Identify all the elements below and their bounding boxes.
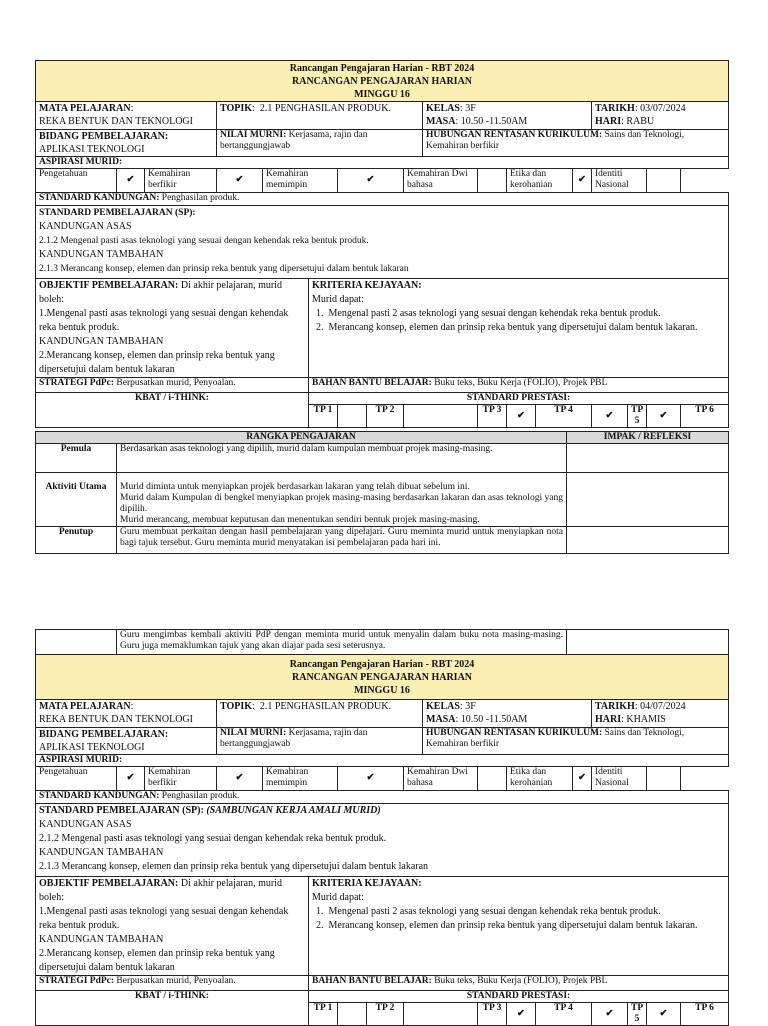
aspirasi-item: Kemahiran Dwi bahasa xyxy=(404,169,478,193)
sp-line: 2.1.3 Merancang konsep, elemen dan prinsip reka bentuk yang dipersetujui dalam bentuk lakaran xyxy=(39,861,429,872)
kriteria-item: Mengenal pasti 2 asas teknologi yang sesuai dengan kehendak reka bentuk produk. xyxy=(328,906,661,917)
obj-line: KANDUNGAN TAMBAHAN xyxy=(39,336,164,347)
kriteria-item: Merancang konsep, elemen dan prinsip reka bentuk yang dipersetujui dalam bentuk lakaran. xyxy=(328,920,698,931)
masa-value: 10.50 -11.50AM xyxy=(460,714,528,725)
check-icon: ✔ xyxy=(117,767,145,791)
hubungan-value: Sains dan Teknologi, Kemahiran berfikir xyxy=(426,130,685,151)
bidang-value: APLIKASI TEKNOLOGI xyxy=(39,144,145,155)
check-icon: ✔ xyxy=(217,169,263,193)
nilai-label: NILAI MURNI: xyxy=(220,728,287,738)
header-line1: Rancangan Pengajaran Harian - RBT 2024 xyxy=(289,658,475,670)
bahan-value: Buku teks, Buku Kerja (FOLIO), Projek PBL xyxy=(434,976,608,986)
sk-value: Penghasilan produk. xyxy=(161,193,240,203)
sp-suffix: (SAMBUNGAN KERJA AMALI MURID) xyxy=(206,805,381,816)
hari-label: HARI xyxy=(595,116,622,127)
sp-line: KANDUNGAN ASAS xyxy=(39,221,132,232)
kriteria-label: KRITERIA KEJAYAAN: xyxy=(312,878,422,889)
header-line1: Rancangan Pengajaran Harian - RBT 2024 xyxy=(289,62,475,74)
aspirasi-item: Identiti Nasional xyxy=(592,767,647,791)
sp-line: 2.1.3 Merancang konsep, elemen dan prinsip reka bentuk yang dipersetujui dalam bentuk lakaran xyxy=(39,264,409,274)
aspirasi-item: Etika dan kerohanian xyxy=(507,169,573,193)
plan-header xyxy=(36,655,729,700)
check-icon: ✔ xyxy=(647,1003,681,1026)
aspirasi-item: Kemahiran memimpin xyxy=(263,767,338,791)
tp-label: TP 4 xyxy=(536,405,592,428)
aspirasi-label: ASPIRASI MURID: xyxy=(36,157,729,169)
tp-label: TP 6 xyxy=(681,1003,729,1026)
obj-label: OBJEKTIF PEMBELAJARAN: xyxy=(39,878,179,889)
kriteria-intro: Murid dapat: xyxy=(312,892,364,903)
hubungan-value: Sains dan Teknologi, Kemahiran berfikir xyxy=(426,728,685,749)
kriteria-item: Merancang konsep, elemen dan prinsip reka bentuk yang dipersetujui dalam bentuk lakaran. xyxy=(328,322,698,333)
mata-label: MATA PELAJARAN xyxy=(39,103,131,114)
tarikh-label: TARIKH xyxy=(595,701,635,712)
header-line2: RANCANGAN PENGAJARAN HARIAN xyxy=(292,75,473,87)
check-icon: ✔ xyxy=(338,169,404,193)
aspirasi-label: ASPIRASI MURID: xyxy=(36,755,729,767)
aspirasi-item: Kemahiran berfikir xyxy=(145,767,217,791)
sp-label: STANDARD PEMBELAJARAN (SP): xyxy=(39,208,196,218)
lesson-plan-page-1: Rancangan Pengajaran Harian - RBT 2024 RANCANGAN PENGAJARAN HARIAN MINGGU 16 MATA PELAJARAN: REKA BENTUK DAN TEKNOLOGI TOPIK: 2.1 PENGHASILAN PRODUK. KELAS: 3F MASA: 10.50 -11.50AM TARIKH: 03/07/2024 HARI: RABU BIDANG PEMBELAJARAN: APLIKASI TEKNOLOGI NILAI MURNI: Kerjasama, rajin dan bertanggungjawab HUBUNGAN RENTASAN KURIKULUM: Sains dan Teknologi, Kemahiran berfikir ASPIRASI MURID: Pengetahuan ✔ Kemahiran berfikir ✔ Kemahiran memimpin ✔ Kemahiran Dwi bahasa Etika dan kerohanian ✔ Identiti Nasional STANDARD KANDUNGAN: Penghasilan produk. STANDARD PEMBELAJARAN (SP): KANDUNGAN ASAS 2.1.2 Mengenal pasti asas teknologi yang sesuai dengan kehendak reka bentuk produk. KANDUNGAN TAMBAHAN 2.1.3 Merancang konsep, elemen dan prinsip reka bentuk yang dipersetujui dalam bentuk lakaran OBJEKTIF PEMBELAJARAN: Di akhir pelajaran, murid boleh: 1.Mengenal pasti asas teknologi yang sesuai dengan kehendak reka bentuk produk. KANDUNGAN TAMBAHAN 2.Merancang konsep, elemen dan prinsip reka bentuk yang dipersetujui dalam bentuk lakaran KRITERIA KEJAYAAN: Murid dapat: 1. Mengenal pasti 2 asas teknologi yang sesuai dengan kehendak reka bentuk produk. 2. Merancang konsep, elemen dan prinsip reka bentuk yang dipersetujui dalam bentuk lakaran. STRATEGI PdPc: Berpusatkan murid, Penyoalan. BAHAN BANTU BELAJAR: Buku teks, Buku Kerja (FOLIO), Projek PBL KBAT / i-THINK: STANDARD PRESTASI: TP 1 TP 2 TP 3 ✔ TP 4 ✔ TP 5 ✔ TP 6 xyxy=(35,60,729,428)
sp-line: KANDUNGAN ASAS xyxy=(39,819,132,830)
check-icon: ✔ xyxy=(117,169,145,193)
sk-label: STANDARD KANDUNGAN: xyxy=(39,193,160,203)
strategi-label: STRATEGI PdPc: xyxy=(39,378,115,388)
obj-intro: Di akhir pelajaran, murid boleh: xyxy=(39,878,282,903)
check-icon: ✔ xyxy=(338,767,404,791)
check-icon xyxy=(404,405,478,428)
aktiviti-label: Aktiviti Utama xyxy=(36,473,117,527)
hubungan-label: HUBUNGAN RENTASAN KURIKULUM: xyxy=(426,130,603,140)
tarikh-label: TARIKH xyxy=(595,103,635,114)
impak-title: IMPAK / REFLEKSI xyxy=(567,432,729,444)
tp-label: TP 5 xyxy=(628,1003,647,1026)
aspirasi-item: Kemahiran Dwi bahasa xyxy=(404,767,478,791)
bahan-value: Buku teks, Buku Kerja (FOLIO), Projek PBL xyxy=(434,378,608,388)
tarikh-value: 03/07/2024 xyxy=(640,103,686,114)
kriteria-item: Mengenal pasti 2 asas teknologi yang sesuai dengan kehendak reka bentuk produk. xyxy=(328,308,661,319)
topik-value: 2.1 PENGHASILAN PRODUK. xyxy=(259,701,391,712)
tp-label: TP 2 xyxy=(367,1003,404,1026)
check-icon: ✔ xyxy=(573,767,592,791)
bidang-label: BIDANG PEMBELAJARAN: xyxy=(39,729,169,740)
aspirasi-item: Identiti Nasional xyxy=(592,169,647,193)
obj-line: 2.Merancang konsep, elemen dan prinsip reka bentuk yang dipersetujui dalam bentuk lakaran xyxy=(39,350,275,375)
check-icon xyxy=(338,405,367,428)
header-line3: MINGGU 16 xyxy=(354,684,410,696)
penutup-text: Guru membuat perkaitan dengan hasil pembelajaran yang dipelajari. Guru meminta murid untuk menyiapkan nota bagi tajuk tersebut. Guru meminta murid menyatakan isi pembelajaran pada hari ini. xyxy=(117,527,567,554)
nilai-value: Kerjasama, rajin dan bertanggungjawab xyxy=(220,130,368,151)
hari-value: KHAMIS xyxy=(626,714,666,725)
kelas-value: 3F xyxy=(465,103,476,114)
kbat-label: KBAT / i-THINK: xyxy=(36,991,309,1026)
obj-line: KANDUNGAN TAMBAHAN xyxy=(39,934,164,945)
topik-value: 2.1 PENGHASILAN PRODUK. xyxy=(259,103,391,114)
pemula-label: Pemula xyxy=(36,444,117,473)
aktiviti-line: Murid dalam Kumpulan di bengkel menyiapkan projek masing-masing berdasarkan lakaran dan asas teknologi yang dipilih. xyxy=(120,493,564,514)
bidang-label: BIDANG PEMBELAJARAN: xyxy=(39,131,169,142)
tp-label: TP 4 xyxy=(536,1003,592,1026)
bahan-label: BAHAN BANTU BELAJAR: xyxy=(312,378,432,388)
tarikh-value: 04/07/2024 xyxy=(640,701,686,712)
plan-header xyxy=(36,61,729,102)
mata-label: MATA PELAJARAN xyxy=(39,701,131,712)
check-icon: ✔ xyxy=(647,405,681,428)
obj-line: 1.Mengenal pasti asas teknologi yang sesuai dengan kehendak reka bentuk produk. xyxy=(39,906,289,931)
hubungan-label: HUBUNGAN RENTASAN KURIKULUM: xyxy=(426,728,603,738)
sp-line: KANDUNGAN TAMBAHAN xyxy=(39,847,164,858)
sp-line: 2.1.2 Mengenal pasti asas teknologi yang sesuai dengan kehendak reka bentuk produk. xyxy=(39,833,387,844)
obj-line: 2.Merancang konsep, elemen dan prinsip reka bentuk yang dipersetujui dalam bentuk lakaran xyxy=(39,948,275,973)
check-icon xyxy=(478,169,507,193)
lesson-plan-page-2: Rancangan Pengajaran Harian - RBT 2024 RANCANGAN PENGAJARAN HARIAN MINGGU 16 MATA PELAJARAN: REKA BENTUK DAN TEKNOLOGI TOPIK: 2.1 PENGHASILAN PRODUK. KELAS: 3F MASA: 10.50 -11.50AM TARIKH: 04/07/2024 HARI: KHAMIS BIDANG PEMBELAJARAN: APLIKASI TEKNOLOGI NILAI MURNI: Kerjasama, rajin dan bertanggungjawab HUBUNGAN RENTASAN KURIKULUM: Sains dan Teknologi, Kemahiran berfikir ASPIRASI MURID: Pengetahuan ✔ Kemahiran berfikir ✔ Kemahiran memimpin ✔ Kemahiran Dwi bahasa Etika dan kerohanian ✔ Identiti Nasional STANDARD KANDUNGAN: Penghasilan produk. STANDARD PEMBELAJARAN (SP): (SAMBUNGAN KERJA AMALI MURID) KANDUNGAN ASAS 2.1.2 Mengenal pasti asas teknologi yang sesuai dengan kehendak reka bentuk produk. KANDUNGAN TAMBAHAN 2.1.3 Merancang konsep, elemen dan prinsip reka bentuk yang dipersetujui dalam bentuk lakaran OBJEKTIF PEMBELAJARAN: Di akhir pelajaran, murid boleh: 1.Mengenal pasti asas teknologi yang sesuai dengan kehendak reka bentuk produk. KANDUNGAN TAMBAHAN 2.Merancang konsep, elemen dan prinsip reka bentuk yang dipersetujui dalam bentuk lakaran KRITERIA KEJAYAAN: Murid dapat: 1. Mengenal pasti 2 asas teknologi yang sesuai dengan kehendak reka bentuk produk. 2. Merancang konsep, elemen dan prinsip reka bentuk yang dipersetujui dalam bentuk lakaran. STRATEGI PdPc: Berpusatkan murid, Penyoalan. BAHAN BANTU BELAJAR: Buku teks, Buku Kerja (FOLIO), Projek PBL KBAT / i-THINK: STANDARD PRESTASI: TP 1 TP 2 TP 3 ✔ TP 4 ✔ TP 5 ✔ TP 6 xyxy=(35,654,729,1026)
check-icon: ✔ xyxy=(507,405,536,428)
hari-value: RABU xyxy=(626,116,655,127)
aspirasi-row xyxy=(36,767,729,791)
pemula-text: Berdasarkan asas teknologi yang dipilih, murid dalam kumpulan membuat projek masing-masing. xyxy=(117,444,567,473)
kriteria-label: KRITERIA KEJAYAAN: xyxy=(312,280,422,291)
aktiviti-line: Murid merancang, membuat keputusan dan menentukan sendiri bentuk projek masing-masing. xyxy=(120,515,480,525)
nilai-label: NILAI MURNI: xyxy=(220,130,287,140)
obj-label: OBJEKTIF PEMBELAJARAN: xyxy=(39,280,179,291)
sp-label: STANDARD PEMBELAJARAN (SP): xyxy=(39,805,204,816)
masa-label: MASA xyxy=(426,714,456,725)
aspirasi-row xyxy=(36,169,729,193)
kelas-value: 3F xyxy=(465,701,476,712)
tp-label: TP 6 xyxy=(681,405,729,428)
strategi-value: Berpusatkan murid, Penyoalan. xyxy=(116,976,236,986)
topik-label: TOPIK xyxy=(220,103,253,114)
mata-value: REKA BENTUK DAN TEKNOLOGI xyxy=(39,116,193,127)
aktiviti-line: Murid diminta untuk menyiapkan projek berdasarkan lakaran yang telah dibuat sebelum ini. xyxy=(120,482,470,492)
aspirasi-item: Pengetahuan xyxy=(36,767,117,791)
rangka-pengajaran xyxy=(35,431,729,554)
strategi-value: Berpusatkan murid, Penyoalan. xyxy=(116,378,236,388)
masa-value: 10.50 -11.50AM xyxy=(460,116,528,127)
hari-label: HARI xyxy=(595,714,622,725)
sp-line: KANDUNGAN TAMBAHAN xyxy=(39,249,164,260)
rangka-title: RANGKA PENGAJARAN xyxy=(36,432,567,444)
masa-label: MASA xyxy=(426,116,456,127)
penutup-label: Penutup xyxy=(36,527,117,554)
prestasi-label: STANDARD PRESTASI: xyxy=(309,393,729,405)
sp-line: 2.1.2 Mengenal pasti asas teknologi yang sesuai dengan kehendak reka bentuk produk. xyxy=(39,236,369,246)
sk-value: Penghasilan produk. xyxy=(161,791,240,801)
obj-line: 1.Mengenal pasti asas teknologi yang sesuai dengan kehendak reka bentuk produk. xyxy=(39,308,289,333)
bidang-value: APLIKASI TEKNOLOGI xyxy=(39,742,145,753)
prestasi-label: STANDARD PRESTASI: xyxy=(309,991,729,1003)
check-icon xyxy=(338,1003,367,1026)
kelas-label: KELAS xyxy=(426,701,460,712)
check-icon xyxy=(478,767,507,791)
tp-label: TP 3 xyxy=(478,405,507,428)
aspirasi-item: Kemahiran memimpin xyxy=(263,169,338,193)
tp-label: TP 3 xyxy=(478,1003,507,1026)
tp-label: TP 2 xyxy=(367,405,404,428)
kelas-label: KELAS xyxy=(426,103,460,114)
mata-value: REKA BENTUK DAN TEKNOLOGI xyxy=(39,714,193,725)
check-icon xyxy=(647,767,681,791)
tp-label: TP 1 xyxy=(309,405,338,428)
check-icon: ✔ xyxy=(507,1003,536,1026)
strategi-label: STRATEGI PdPc: xyxy=(39,976,115,986)
tp-label: TP 1 xyxy=(309,1003,338,1026)
check-icon: ✔ xyxy=(217,767,263,791)
check-icon xyxy=(404,1003,478,1026)
rangka-continued xyxy=(35,629,729,655)
check-icon: ✔ xyxy=(592,405,628,428)
kbat-label: KBAT / i-THINK: xyxy=(36,393,309,428)
continued-text: Guru mengimbas kembali aktiviti PdP dengan meminta murid untuk menyalin dalam buku nota masing-masing. Guru juga memaklumkan tajuk yang akan diajar pada sesi seterusnya. xyxy=(117,630,567,655)
check-icon: ✔ xyxy=(573,169,592,193)
header-line3: MINGGU 16 xyxy=(354,88,410,100)
kriteria-intro: Murid dapat: xyxy=(312,294,364,305)
header-line2: RANCANGAN PENGAJARAN HARIAN xyxy=(292,671,473,683)
sk-label: STANDARD KANDUNGAN: xyxy=(39,791,160,801)
topik-label: TOPIK xyxy=(220,701,253,712)
aspirasi-item: Pengetahuan xyxy=(36,169,117,193)
check-icon: ✔ xyxy=(592,1003,628,1026)
bahan-label: BAHAN BANTU BELAJAR: xyxy=(312,976,432,986)
nilai-value: Kerjasama, rajin dan bertanggungjawab xyxy=(220,728,368,749)
aspirasi-item: Kemahiran berfikir xyxy=(145,169,217,193)
aspirasi-item: Etika dan kerohanian xyxy=(507,767,573,791)
tp-label: TP 5 xyxy=(628,405,647,428)
check-icon xyxy=(647,169,681,193)
obj-intro: Di akhir pelajaran, murid boleh: xyxy=(39,280,282,305)
